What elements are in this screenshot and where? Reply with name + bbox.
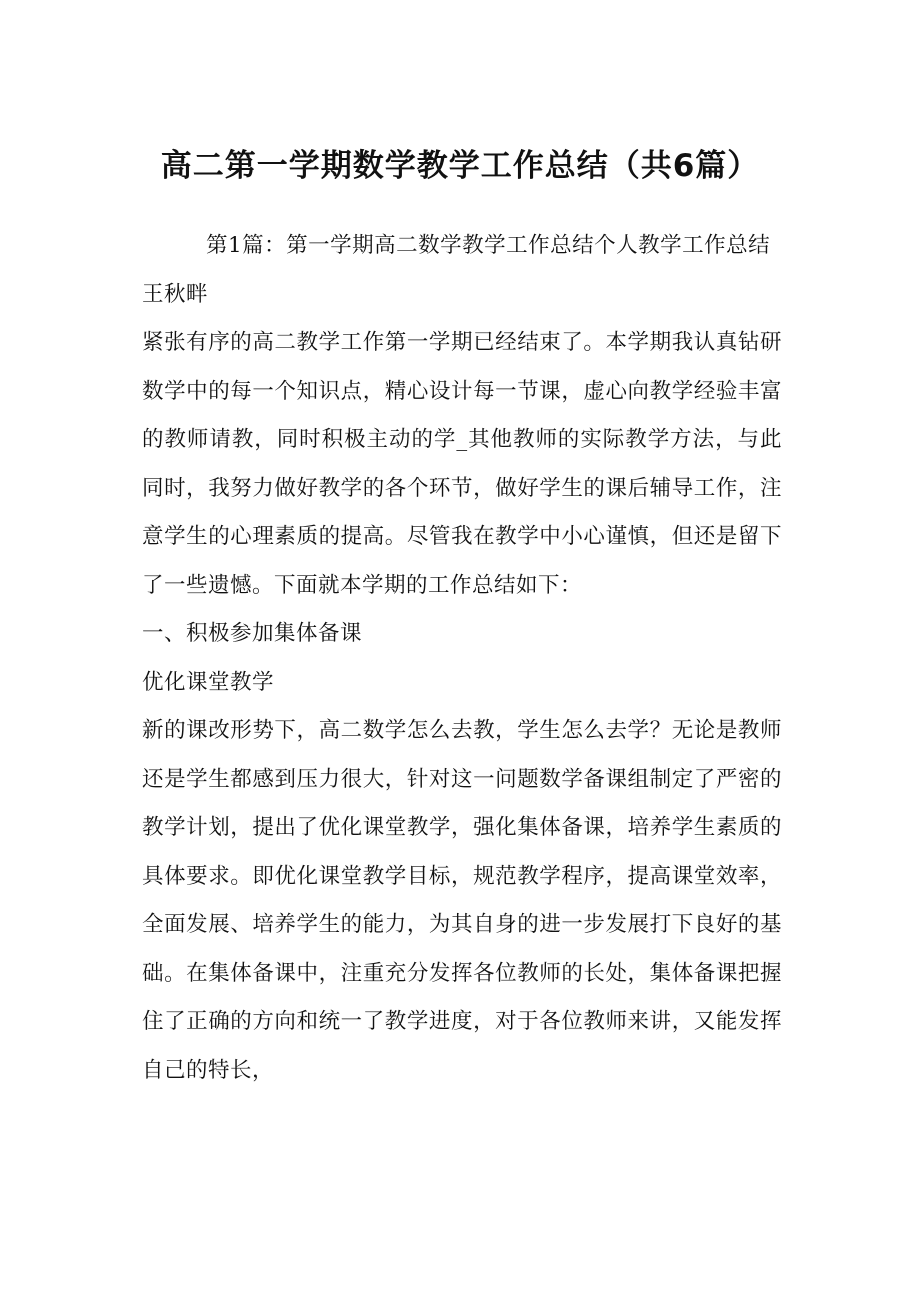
- author-name: 王秋畔: [142, 281, 209, 307]
- intro-paragraph: 紧张有序的高二教学工作第一学期已经结束了。本学期我认真钻研数学中的每一个知识点，精心设计每一节课，虚心向教学经验丰富的教师请教，同时积极主动的学_其他教师的实际教学方法，与此同时，我努力做好教学的各个环节，做好学生的课后辅导工作，注意学生的心理素质的提高。尽管我在教学中小心谨慎，但还是留下了一些遗憾。下面就本学期的工作总结如下：: [142, 330, 782, 598]
- document-body: [142, 222, 782, 1095]
- body-paragraph: 新的课改形势下，高二数学怎么去教，学生怎么去学？无论是教师还是学生都感到压力很大，针对这一问题数学备课组制定了严密的教学计划，提出了优化课堂教学，强化集体备课，培养学生素质的具体要求。即优化课堂教学目标，规范教学程序，提高课堂效率，全面发展、培养学生的能力，为其自身的进一步发展打下良好的基础。在集体备课中，注重充分发挥各位教师的长处，集体备课把握住了正确的方向和统一了教学进度，对于各位教师来讲，又能发挥自己的特长，: [142, 718, 782, 1083]
- subheading-1: 一、积极参加集体备课: [142, 621, 363, 646]
- subheading-2: 优化课堂教学: [142, 669, 275, 695]
- section-heading-paragraph: 第1篇：第一学期高二数学教学工作总结个人教学工作总结: [206, 233, 771, 258]
- document-title: 高二第一学期数学教学工作总结（共6篇）: [160, 148, 760, 184]
